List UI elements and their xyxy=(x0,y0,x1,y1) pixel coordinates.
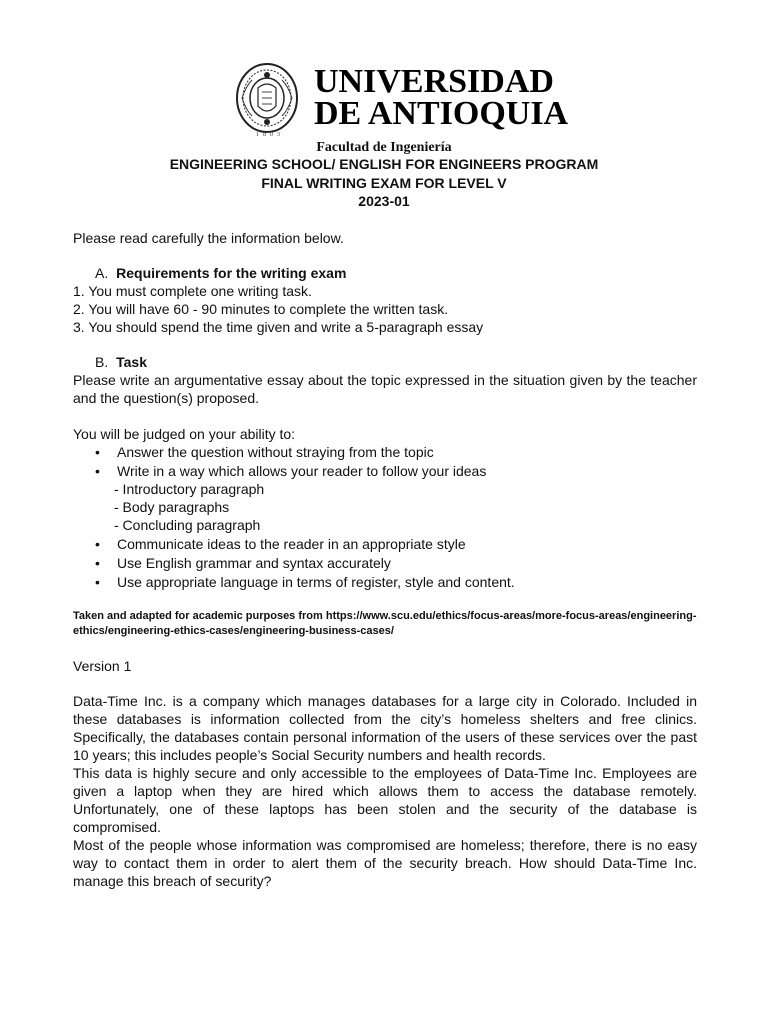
university-name-line2: DE ANTIOQUIA xyxy=(314,95,569,132)
exam-period: 2023-01 xyxy=(358,193,410,209)
bullet-icon: • xyxy=(95,574,100,590)
source-citation: Taken and adapted for academic purposes from https://www.scu.edu/ethics/focus-areas/more-focus-areas/engineering-ethics/engineering-ethics-cases/engineering-business-cases/ xyxy=(73,610,697,637)
section-a-title: Requirements for the writing exam xyxy=(116,265,347,281)
faculty-name: Facultad de Ingeniería xyxy=(316,140,452,155)
university-name xyxy=(314,63,569,132)
task-description: Please write an argumentative essay about the topic expressed in the situation given by the teacher and the question(s) proposed. xyxy=(73,372,697,406)
case-paragraph-1: Data-Time Inc. is a company which manages databases for a large city in Colorado. Included in these databases is information collected from the city’s homeless shelters and free clinics. Specifically, the databases contain personal information of the users of these services over the past 10 years; this includes people’s Social Security numbers and health records. xyxy=(73,693,697,763)
case-paragraph-2: This data is highly secure and only accessible to the employees of Data-Time Inc. Employees are given a laptop when they are hired which allows them to access the database remotely. Unfortunately, one of these laptops has been stolen and the security of the database is compromised. xyxy=(73,765,697,835)
seal-year: 1803 xyxy=(256,132,284,138)
paragraph-type-item: - Concluding paragraph xyxy=(114,517,261,533)
requirement-item: 3. You should spend the time given and write a 5-paragraph essay xyxy=(73,319,484,335)
program-title: ENGINEERING SCHOOL/ ENGLISH FOR ENGINEERS PROGRAM xyxy=(169,156,599,172)
paragraph-type-item: - Introductory paragraph xyxy=(114,481,265,497)
case-paragraph-3: Most of the people whose information was compromised are homeless; therefore, there is no easy way to contact them in order to alert them of the security breach. How should Data-Time Inc. manage this breach of security? xyxy=(73,837,697,889)
university-name-line1: UNIVERSIDAD xyxy=(314,63,554,100)
paragraph-type-item: - Body paragraphs xyxy=(114,499,230,515)
version-label: Version 1 xyxy=(73,658,132,674)
university-logo xyxy=(234,62,569,142)
criteria-item: Answer the question without straying from the topic xyxy=(117,444,434,460)
section-b-marker: B. xyxy=(95,354,109,370)
university-seal-icon xyxy=(234,62,300,136)
criteria-item: Use appropriate language in terms of register, style and content. xyxy=(117,574,515,590)
judged-lead: You will be judged on your ability to: xyxy=(73,426,296,442)
bullet-icon: • xyxy=(95,444,100,460)
bullet-icon: • xyxy=(95,463,100,479)
criteria-item: Write in a way which allows your reader to follow your ideas xyxy=(117,463,487,479)
criteria-item: Communicate ideas to the reader in an appropriate style xyxy=(117,536,466,552)
intro-text: Please read carefully the information below. xyxy=(73,230,344,246)
section-a-heading xyxy=(95,264,719,282)
bullet-icon: • xyxy=(95,536,100,552)
section-a-marker: A. xyxy=(95,265,109,281)
section-b-heading xyxy=(95,353,719,371)
criteria-item: Use English grammar and syntax accurately xyxy=(117,555,391,571)
requirement-item: 1. You must complete one writing task. xyxy=(73,283,312,299)
section-b-title: Task xyxy=(116,354,147,370)
bullet-icon: • xyxy=(95,555,100,571)
requirement-item: 2. You will have 60 - 90 minutes to complete the written task. xyxy=(73,301,449,317)
exam-title: FINAL WRITING EXAM FOR LEVEL V xyxy=(261,175,507,191)
